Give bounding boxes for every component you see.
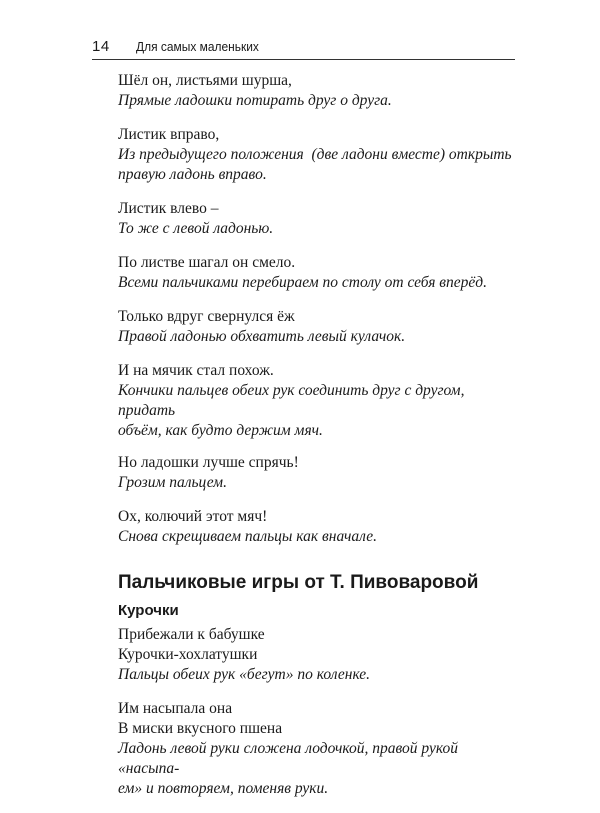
stanza (118, 453, 514, 493)
running-header (92, 37, 515, 60)
verse-line: Ох, колючий этот мяч! (118, 508, 268, 525)
verse-line: Только вдруг свернулся ёж (118, 308, 295, 325)
instruction-line: ем» и повторяем, поменяв руки. (118, 780, 329, 797)
stanza (118, 253, 514, 293)
instruction-line: Прямые ладошки потирать друг о друга. (118, 92, 392, 109)
stanza (118, 361, 514, 441)
instruction-line: Кончики пальцев обеих рук соединить друг с другом, придать (118, 382, 465, 419)
section-title: Пальчиковые игры от Т. Пивоваровой (118, 572, 479, 593)
instruction-line: Из предыдущего положения (две ладони вместе) открыть (118, 146, 512, 163)
stanza (118, 307, 514, 347)
verse-line: В миски вкусного пшена (118, 720, 283, 737)
instruction-line: объём, как будто держим мяч. (118, 422, 323, 439)
running-title: Для самых маленьких (136, 39, 259, 54)
page-content (118, 71, 514, 813)
verse-line: Шёл он, листьями шурша, (118, 72, 292, 89)
instruction-line: Грозим пальцем. (118, 474, 227, 491)
verse-line: Но ладошки лучше спрячь! (118, 454, 299, 471)
verse-line: И на мячик стал похож. (118, 362, 274, 379)
instruction-line: правую ладонь вправо. (118, 166, 267, 183)
stanza (118, 699, 514, 799)
verse-line: Курочки-хохлатушки (118, 646, 258, 663)
verse-line: Им насыпала она (118, 700, 233, 717)
stanza (118, 625, 514, 685)
verse-line: По листве шагал он смело. (118, 254, 296, 271)
verse-line: Прибежали к бабушке (118, 626, 265, 643)
subsection-title: Курочки (118, 602, 179, 619)
stanza (118, 199, 514, 239)
instruction-line: Правой ладонью обхватить левый кулачок. (118, 328, 406, 345)
instruction-line: То же с левой ладонью. (118, 220, 274, 237)
instruction-line: Всеми пальчиками перебираем по столу от себя вперёд. (118, 274, 487, 291)
instruction-line: Ладонь левой руки сложена лодочкой, правой рукой «насыпа- (118, 740, 459, 777)
stanza (118, 71, 514, 111)
instruction-line: Снова скрещиваем пальцы как вначале. (118, 528, 378, 545)
page-number: 14 (92, 38, 110, 55)
verse-line: Листик вправо, (118, 126, 220, 143)
stanza (118, 507, 514, 547)
stanza (118, 125, 514, 185)
instruction-line: Пальцы обеих рук «бегут» по коленке. (118, 666, 371, 683)
verse-line: Листик влево – (118, 200, 219, 217)
